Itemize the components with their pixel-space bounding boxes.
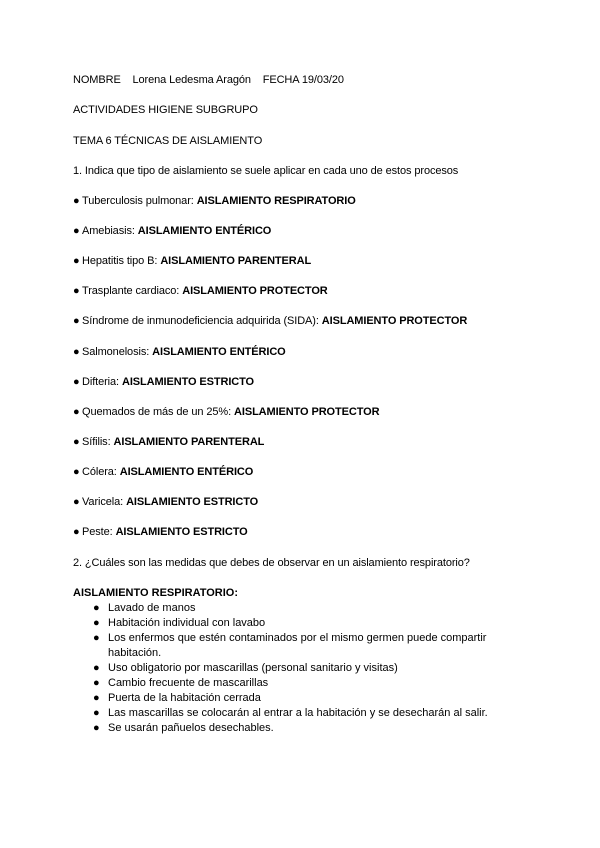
measure-text: Uso obligatorio por mascarillas (personal sanitario y visitas) <box>108 662 398 674</box>
bullet-icon: ● <box>93 617 100 629</box>
name-date-line <box>73 73 344 87</box>
disease-label: Tuberculosis pulmonar: <box>82 195 194 207</box>
answer-item <box>73 465 253 479</box>
bullet-icon: ● <box>73 466 80 478</box>
answer-item <box>73 345 286 359</box>
measure-text: Las mascarillas se colocarán al entrar a la habitación y se desecharán al salir. <box>108 707 488 719</box>
answer-item <box>73 405 379 419</box>
isolation-type: AISLAMIENTO ENTÉRICO <box>152 346 286 358</box>
disease-label: Quemados de más de un 25%: <box>82 406 232 418</box>
bullet-icon: ● <box>93 707 100 719</box>
measure-text: Lavado de manos <box>108 602 196 614</box>
measure-item <box>93 616 513 631</box>
bullet-icon: ● <box>93 692 100 704</box>
answer-item <box>73 525 248 539</box>
answer-item <box>73 284 328 298</box>
measure-item <box>93 676 513 691</box>
isolation-type: AISLAMIENTO PARENTERAL <box>160 255 312 267</box>
fecha-label: FECHA <box>262 74 299 86</box>
nombre-value: Lorena Ledesma Aragón <box>132 74 251 86</box>
isolation-type: AISLAMIENTO PROTECTOR <box>182 285 328 297</box>
activity-title: ACTIVIDADES HIGIENE SUBGRUPO <box>73 104 258 116</box>
isolation-type: AISLAMIENTO RESPIRATORIO <box>196 195 356 207</box>
bullet-icon: ● <box>93 632 100 644</box>
bullet-icon: ● <box>73 406 80 418</box>
isolation-type: AISLAMIENTO PROTECTOR <box>321 315 468 327</box>
bullet-icon: ● <box>93 722 100 734</box>
disease-label: Difteria: <box>82 376 119 388</box>
disease-label: Hepatitis tipo B: <box>82 255 158 267</box>
disease-label: Peste: <box>82 526 113 538</box>
respiratory-heading: AISLAMIENTO RESPIRATORIO: <box>73 587 239 599</box>
bullet-icon: ● <box>73 315 80 327</box>
bullet-icon: ● <box>73 195 80 207</box>
measure-text: Se usarán pañuelos desechables. <box>108 722 274 734</box>
bullet-icon: ● <box>93 602 100 614</box>
measure-text: Cambio frecuente de mascarillas <box>108 677 269 689</box>
measure-item <box>93 601 513 616</box>
isolation-type: AISLAMIENTO PARENTERAL <box>113 436 265 448</box>
topic-title: TEMA 6 TÉCNICAS DE AISLAMIENTO <box>73 135 263 147</box>
measure-item <box>93 631 513 661</box>
bullet-icon: ● <box>93 677 100 689</box>
bullet-icon: ● <box>73 285 80 297</box>
answer-item <box>73 224 271 238</box>
bullet-icon: ● <box>93 662 100 674</box>
bullet-icon: ● <box>73 436 80 448</box>
isolation-type: AISLAMIENTO ENTÉRICO <box>137 225 272 237</box>
bullet-icon: ● <box>73 496 80 508</box>
disease-label: Sífilis: <box>82 436 111 448</box>
bullet-icon: ● <box>73 346 80 358</box>
question-2: 2. ¿Cuáles son las medidas que debes de observar en un aislamiento respiratorio? <box>73 557 470 569</box>
measure-item <box>93 706 513 721</box>
question-1: 1. Indica que tipo de aislamiento se suele aplicar en cada uno de estos procesos <box>73 165 459 177</box>
disease-label: Varicela: <box>82 496 124 508</box>
disease-label: Amebiasis: <box>82 225 135 237</box>
isolation-type: AISLAMIENTO ESTRICTO <box>126 496 259 508</box>
answer-item <box>73 254 311 268</box>
respiratory-measures-list <box>93 601 513 736</box>
measure-text: Habitación individual con lavabo <box>108 617 266 629</box>
bullet-icon: ● <box>73 526 80 538</box>
answer-item <box>73 314 467 328</box>
isolation-type: AISLAMIENTO ESTRICTO <box>121 376 255 388</box>
measure-item <box>93 721 513 736</box>
disease-label: Cólera: <box>82 466 117 478</box>
isolation-type: AISLAMIENTO ESTRICTO <box>115 526 248 538</box>
disease-label: Salmonelosis: <box>82 346 150 358</box>
bullet-icon: ● <box>73 225 80 237</box>
answer-item <box>73 435 264 449</box>
answer-item <box>73 194 356 208</box>
bullet-icon: ● <box>73 376 80 388</box>
measure-item <box>93 691 513 706</box>
isolation-type: AISLAMIENTO ENTÉRICO <box>119 466 254 478</box>
nombre-label: NOMBRE <box>73 74 121 86</box>
measure-text: Los enfermos que estén contaminados por el mismo germen puede compartir habitación. <box>108 632 487 659</box>
measure-item <box>93 661 513 676</box>
disease-label: Trasplante cardiaco: <box>82 285 180 297</box>
isolation-type: AISLAMIENTO PROTECTOR <box>234 406 380 418</box>
measure-text: Puerta de la habitación cerrada <box>108 692 261 704</box>
bullet-icon: ● <box>73 255 80 267</box>
fecha-value: 19/03/20 <box>301 74 344 86</box>
disease-label: Síndrome de inmunodeficiencia adquirida (SIDA): <box>82 315 319 327</box>
answer-item <box>73 495 258 509</box>
answer-item <box>73 375 254 389</box>
